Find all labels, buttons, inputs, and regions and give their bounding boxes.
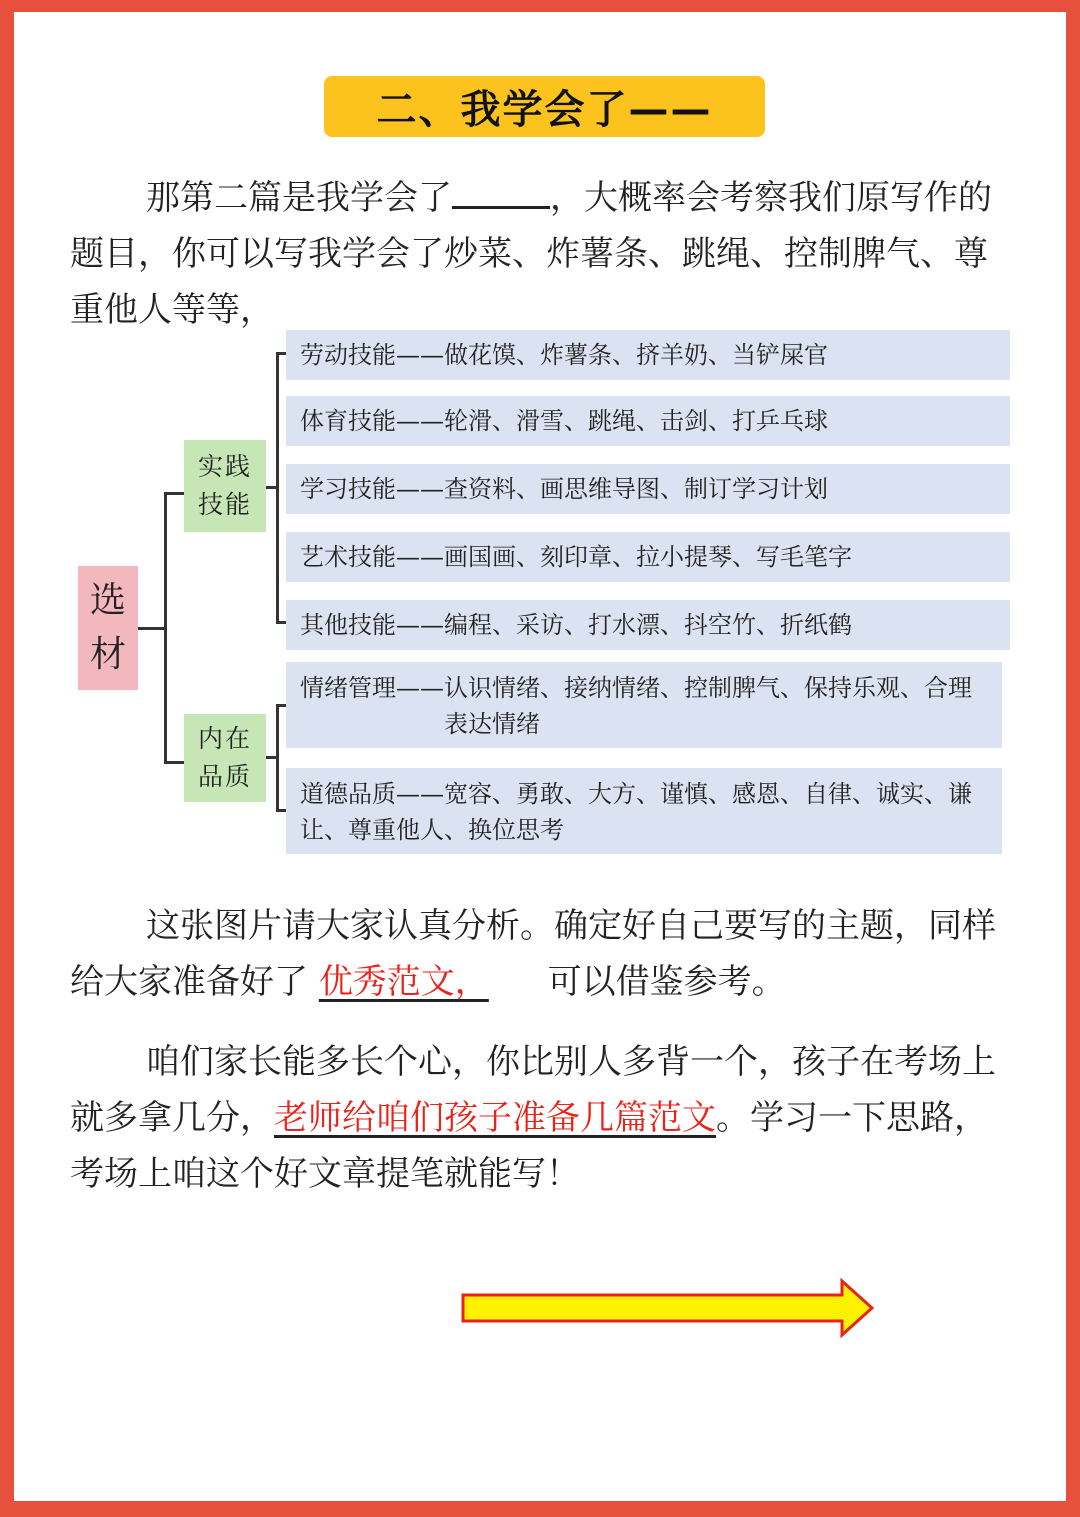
page <box>14 12 1066 1501</box>
parents-paragraph <box>70 1034 1016 1202</box>
bracket-root-bottom <box>164 761 184 764</box>
item-key: 艺术技能—— <box>300 543 444 571</box>
item-key: 情绪管理—— <box>300 674 444 702</box>
item-key: 体育技能—— <box>300 407 444 435</box>
right-arrow-icon <box>460 1278 876 1338</box>
intro-paragraph <box>70 170 1016 338</box>
item-key: 其他技能—— <box>300 611 444 639</box>
category-inner-quality <box>184 714 266 802</box>
para2-highlight: 优秀范文， <box>318 962 489 1002</box>
category-label-line2: 技能 <box>197 490 252 519</box>
bracket-practical-top <box>276 352 286 355</box>
intro-text-before: 那第二篇是我学会了 <box>146 178 452 218</box>
item-text: 认识情绪、接纳情绪、控制脾气、保持乐观、合理表达情绪 <box>444 674 972 738</box>
item-moral-quality <box>286 768 1002 854</box>
item-text: 宽容、勇敢、大方、谨慎、感恩、自律、诚实、谦让、尊重他人、换位思考 <box>300 780 972 844</box>
item-text: 编程、采访、打水漂、抖空竹、折纸鹤 <box>444 611 852 639</box>
item-study-skills <box>286 464 1010 514</box>
item-emotion-management <box>286 662 1002 748</box>
category-practical-skills <box>184 440 266 532</box>
root-char-2: 材 <box>89 634 126 675</box>
bracket-root <box>164 492 167 764</box>
section-title: 二、我学会了—— <box>376 87 713 133</box>
item-other-skills <box>286 600 1010 650</box>
bracket-practical-bottom <box>276 621 286 624</box>
bracket-inner-bottom <box>276 809 286 812</box>
item-text: 查资料、画思维导图、制订学习计划 <box>444 475 828 503</box>
category-label-line1: 实践 <box>197 452 252 481</box>
para3-highlight: 老师给咱们孩子准备几篇范文 <box>274 1098 716 1138</box>
item-art-skills <box>286 532 1010 582</box>
item-key: 道德品质—— <box>300 780 444 808</box>
bracket-inner <box>276 704 279 812</box>
para3-text-before: 咱们家长能多长个心，你比别人多背一个，孩子在考场上就多拿几分， <box>70 1042 996 1138</box>
item-labor-skills <box>286 330 1010 380</box>
category-label-line1: 内在 <box>197 724 252 753</box>
item-sports-skills <box>286 396 1010 446</box>
item-text: 画国画、刻印章、拉小提琴、写毛笔字 <box>444 543 852 571</box>
root-node-material <box>78 566 138 690</box>
para2-text-before: 这张图片请大家认真分析。确定好自己要写的主题，同样给大家准备好了 <box>70 906 996 1002</box>
bracket-root-top <box>164 492 184 495</box>
bracket-practical <box>276 352 279 624</box>
fill-blank <box>452 176 550 209</box>
para3-text-after: 。学习一下思路，考场上咱这个好文章提笔就能写！ <box>70 1098 988 1194</box>
item-text: 做花馍、炸薯条、挤羊奶、当铲屎官 <box>444 341 828 369</box>
intro-text-after: ，大概率会考察我们原写作的题目，你可以写我学会了炒菜、炸薯条、跳绳、控制脾气、尊重他人等等， <box>70 178 992 330</box>
para2-text-after: 可以借鉴参考。 <box>547 962 786 1002</box>
bracket-inner-top <box>276 704 286 707</box>
connector-root <box>138 627 164 630</box>
item-text: 轮滑、滑雪、跳绳、击剑、打乒乓球 <box>444 407 828 435</box>
analysis-paragraph <box>70 898 1016 1010</box>
category-label-line2: 品质 <box>197 762 252 791</box>
root-char-1: 选 <box>89 580 126 621</box>
item-key: 学习技能—— <box>300 475 444 503</box>
section-title-banner <box>324 76 765 137</box>
item-key: 劳动技能—— <box>300 341 444 369</box>
